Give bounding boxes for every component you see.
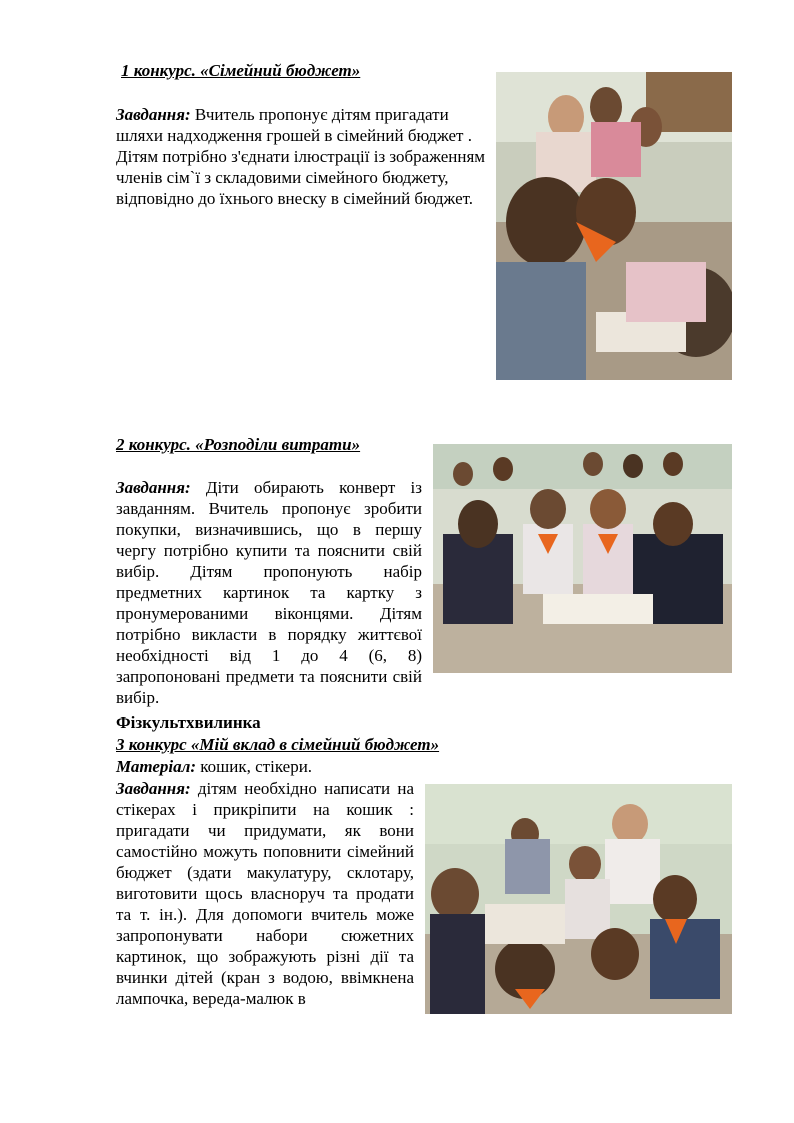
- section2-task-text: Діти обирають конверт із завданням. Вчитель пропонує зробити покупки, визначившись, що в першу чергу потрібно купити та пояснити свій вибір. Дітям пропонують набір предметних картинок та картку з пронумерованими віконцями. Дітям потрібно викласти в порядку життєвої необхідності від 1 до 4 (6, 8) запропоновані предмети та пояснити свій вибір.: [116, 478, 422, 707]
- photo-students-1: [496, 72, 732, 380]
- section1-heading: 1 конкурс. «Сімейний бюджет»: [121, 61, 361, 80]
- section1-task: [116, 104, 486, 209]
- section2-task: [116, 477, 422, 708]
- section3-task-label: Завдання:: [116, 779, 191, 798]
- section2-heading: 2 конкурс. «Розподіли витрати»: [116, 435, 361, 454]
- section3-material-text: кошик, стікери.: [196, 757, 313, 776]
- section3-material-label: Матеріал:: [116, 757, 197, 776]
- section1-task-label: Завдання:: [116, 105, 191, 124]
- photo-students-2: [433, 444, 732, 673]
- section1-task-text: Вчитель пропонує дітям пригадати шляхи надходження грошей в сімейний бюджет . Дітям потрібно з'єднати ілюстрації із зображенням членів сім`ї з складовими сімейного бюджету, відповідно до їхнього внеску в сімейний бюджет.: [116, 105, 486, 208]
- section3-task-text: дітям необхідно написати на стікерах і прикріпити на кошик : пригадати чи придумати, як вони самостійно можуть поповнити сімейний бюджет (здати макулатуру, склотару, виготовити щось власноруч та продати та т. ін.). Для допомоги вчитель може запропонувати набори сюжетних картинок, що зображують різні дії та вчинки дітей (кран з водою, ввімкнена лампочка, вереда-малюк в: [116, 779, 414, 1008]
- photo-students-3: [425, 784, 732, 1014]
- section3-heading: 3 конкурс «Мій вклад в сімейний бюджет»: [116, 735, 440, 754]
- section3-material: [116, 756, 312, 777]
- section3-task: [116, 778, 414, 1009]
- fizkult-heading: Фізкультхвилинка: [116, 713, 261, 732]
- section2-task-label: Завдання:: [116, 478, 191, 497]
